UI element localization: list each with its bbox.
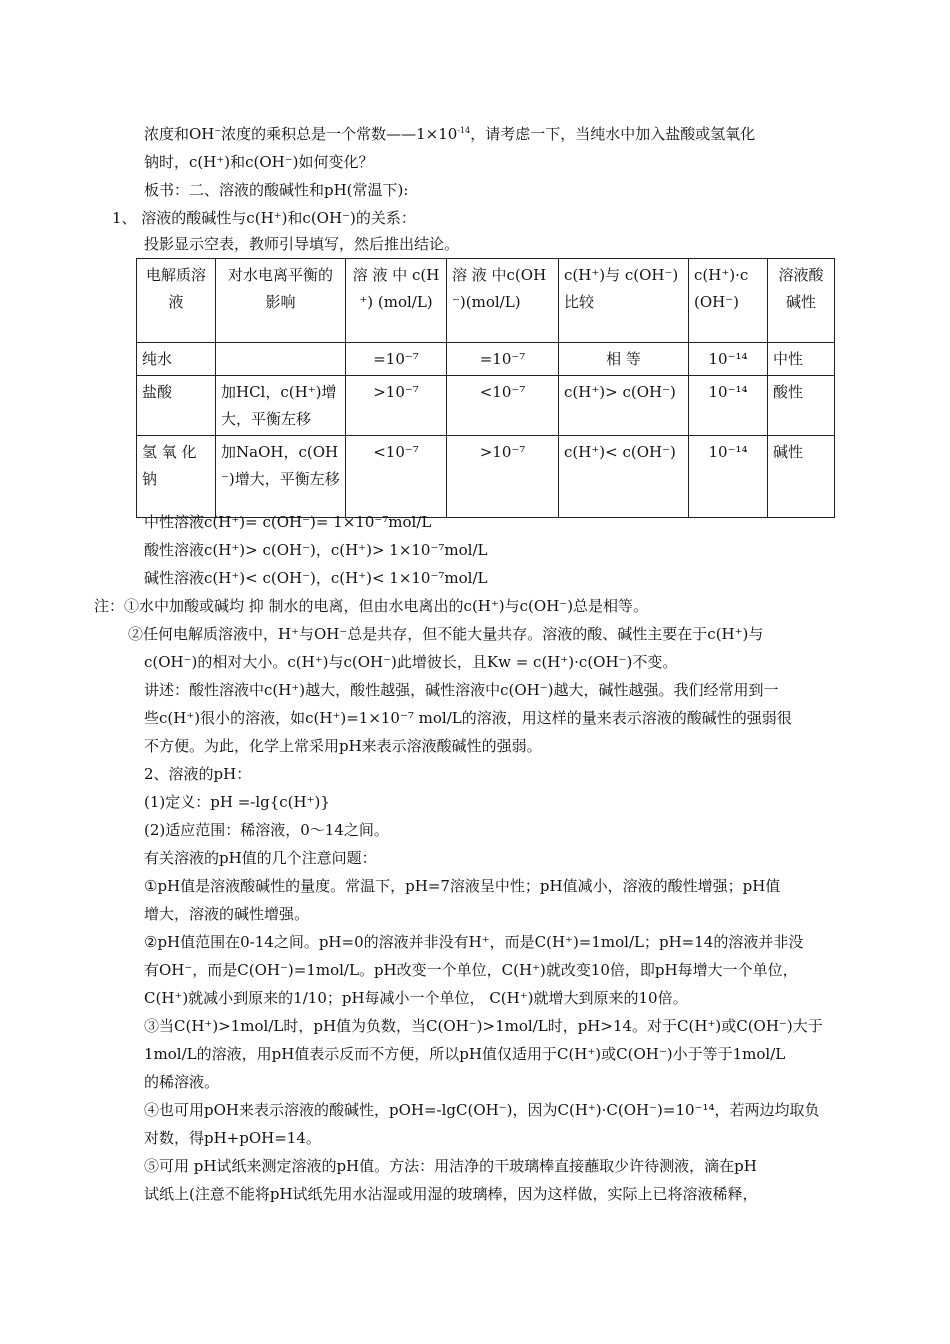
section-1-heading: 1、 溶液的酸碱性与c(H⁺)和c(OH⁻)的关系： <box>112 209 416 227</box>
conclusion-neutral: 中性溶液c(H⁺)= c(OH⁻)= 1×10⁻⁷mol/L <box>144 513 432 531</box>
ph-issues-heading: 有关溶液的pH值的几个注意问题： <box>144 849 377 867</box>
table-cell: 10⁻¹⁴ <box>689 376 768 436</box>
table-cell: 氢 氧 化 钠 <box>137 436 216 518</box>
header-cell: 溶液酸碱性 <box>768 259 835 343</box>
ph-point-4-line-2: 对数，得pH+pOH=14。 <box>144 1129 321 1147</box>
table-cell: 碱性 <box>768 436 835 518</box>
table-header-row <box>137 259 835 343</box>
ph-point-2-line-1: ②pH值范围在0-14之间。pH=0的溶液并非没有H⁺，而是C(H⁺)=1mol/L；pH=14的溶液并非没 <box>144 933 804 951</box>
lecture-line-1: 讲述：酸性溶液中c(H⁺)越大，酸性越强，碱性溶液中c(OH⁻)越大，碱性越强。我们经常用到一 <box>144 681 779 699</box>
table-cell: >10⁻⁷ <box>447 436 559 518</box>
blackboard-heading: 板书：二、溶液的酸碱性和pH(常温下): <box>144 181 409 199</box>
note-2-line-1: ②任何电解质溶液中，H⁺与OH⁻总是共存，但不能大量共存。溶液的酸、碱性主要在于c(H⁺)与 <box>128 625 764 643</box>
ph-point-2-line-3: C(H⁺)就减小到原来的1/10；pH每减小一个单位， C(H⁺)就增大到原来的10倍。 <box>144 989 688 1007</box>
table-cell: 酸性 <box>768 376 835 436</box>
ph-point-5-line-1: ⑤可用 pH试纸来测定溶液的pH值。方法：用洁净的干玻璃棒直接蘸取少许待测液，滴在pH <box>144 1157 757 1175</box>
ph-point-2-line-2: 有OH⁻，而是C(OH⁻)=1mol/L。pH改变一个单位，C(H⁺)就改变10倍，即pH每增大一个单位， <box>144 961 798 979</box>
ph-point-3-line-3: 的稀溶液。 <box>144 1073 220 1091</box>
table-cell: 纯水 <box>137 343 216 376</box>
table-cell: 10⁻¹⁴ <box>689 436 768 518</box>
note-1: 注：①水中加酸或碱均 抑 制水的电离，但由水电离出的c(H⁺)与c(OH⁻)总是相等。 <box>94 597 649 615</box>
table-cell: <10⁻⁷ <box>447 376 559 436</box>
header-cell: 溶 液 中 c(H⁺) (mol/L) <box>346 259 447 343</box>
header-cell: c(H⁺)·c(OH⁻) <box>689 259 768 343</box>
section-2-heading: 2、溶液的pH： <box>144 765 252 783</box>
header-cell: 对水电离平衡的影响 <box>216 259 346 343</box>
table-cell: <10⁻⁷ <box>346 436 447 518</box>
table-cell: c(H⁺)< c(OH⁻) <box>559 436 689 518</box>
lecture-line-2: 些c(H⁺)很小的溶液，如c(H⁺)=1×10⁻⁷ mol/L的溶液，用这样的量来表示溶液的酸碱性的强弱很 <box>144 709 792 727</box>
header-cell: c(H⁺)与 c(OH⁻)比较 <box>559 259 689 343</box>
table-cell: 加NaOH，c(OH⁻)增大，平衡左移 <box>216 436 346 518</box>
ph-point-1-line-1: ①pH值是溶液酸碱性的量度。常温下，pH=7溶液呈中性；pH值减小，溶液的酸性增强；pH值 <box>144 877 781 895</box>
table-row <box>137 343 835 376</box>
ph-point-5-line-2: 试纸上(注意不能将pH试纸先用水沾湿或用湿的玻璃棒，因为这样做，实际上已将溶液稀释， <box>144 1185 758 1203</box>
table-cell: =10⁻⁷ <box>346 343 447 376</box>
ph-point-1-line-2: 增大，溶液的碱性增强。 <box>144 905 310 923</box>
ph-point-3-line-2: 1mol/L的溶液，用pH值表示反而不方便，所以pH值仅适用于C(H⁺)或C(OH⁻)小于等于1mol/L <box>144 1045 786 1063</box>
table-cell: c(H⁺)> c(OH⁻) <box>559 376 689 436</box>
table-row <box>137 376 835 436</box>
table-cell <box>216 343 346 376</box>
ph-definition: (1)定义：pH =-lg{c(H⁺)} <box>144 793 330 811</box>
table-cell: 10⁻¹⁴ <box>689 343 768 376</box>
header-cell: 溶 液 中c(OH⁻)(mol/L) <box>447 259 559 343</box>
acid-base-table <box>136 258 835 518</box>
note-2-line-2: c(OH⁻)的相对大小。c(H⁺)与c(OH⁻)此增彼长，且Kw = c(H⁺)·c(OH⁻)不变。 <box>144 653 678 671</box>
table-cell: 加HCl，c(H⁺)增大，平衡左移 <box>216 376 346 436</box>
header-cell: 电解质溶液 <box>137 259 216 343</box>
table-row <box>137 436 835 518</box>
table-cell: 中性 <box>768 343 835 376</box>
table-cell: >10⁻⁷ <box>346 376 447 436</box>
table-cell: 相 等 <box>559 343 689 376</box>
intro-line-5: 投影显示空表，教师引导填写，然后推出结论。 <box>144 235 460 253</box>
conclusion-acidic: 酸性溶液c(H⁺)> c(OH⁻)，c(H⁺)> 1×10⁻⁷mol/L <box>144 541 488 559</box>
intro-line-1: 浓度和OH−浓度的乘积总是一个常数$——1\times 10^{-14}$，请考虑一下，当纯水中加入盐酸或氢氧化 <box>144 125 756 143</box>
ph-point-4-line-1: ④也可用pOH来表示溶液的酸碱性，pOH=-lgC(OH⁻)，因为C(H⁺)·C(OH⁻)=10⁻¹⁴，若两边均取负 <box>144 1101 820 1119</box>
ph-range: (2)适应范围：稀溶液，0～14之间。 <box>144 821 389 839</box>
intro-line-2: 钠时，c(H⁺)和c(OH⁻)如何变化？ <box>144 153 374 171</box>
table-cell: 盐酸 <box>137 376 216 436</box>
table-cell: =10⁻⁷ <box>447 343 559 376</box>
conclusion-basic: 碱性溶液c(H⁺)< c(OH⁻)，c(H⁺)< 1×10⁻⁷mol/L <box>144 569 488 587</box>
ph-point-3-line-1: ③当C(H⁺)>1mol/L时，pH值为负数，当C(OH⁻)>1mol/L时，pH>14。对于C(H⁺)或C(OH⁻)大于 <box>144 1017 823 1035</box>
lecture-line-3: 不方便。为此，化学上常采用pH来表示溶液酸碱性的强弱。 <box>144 737 542 755</box>
